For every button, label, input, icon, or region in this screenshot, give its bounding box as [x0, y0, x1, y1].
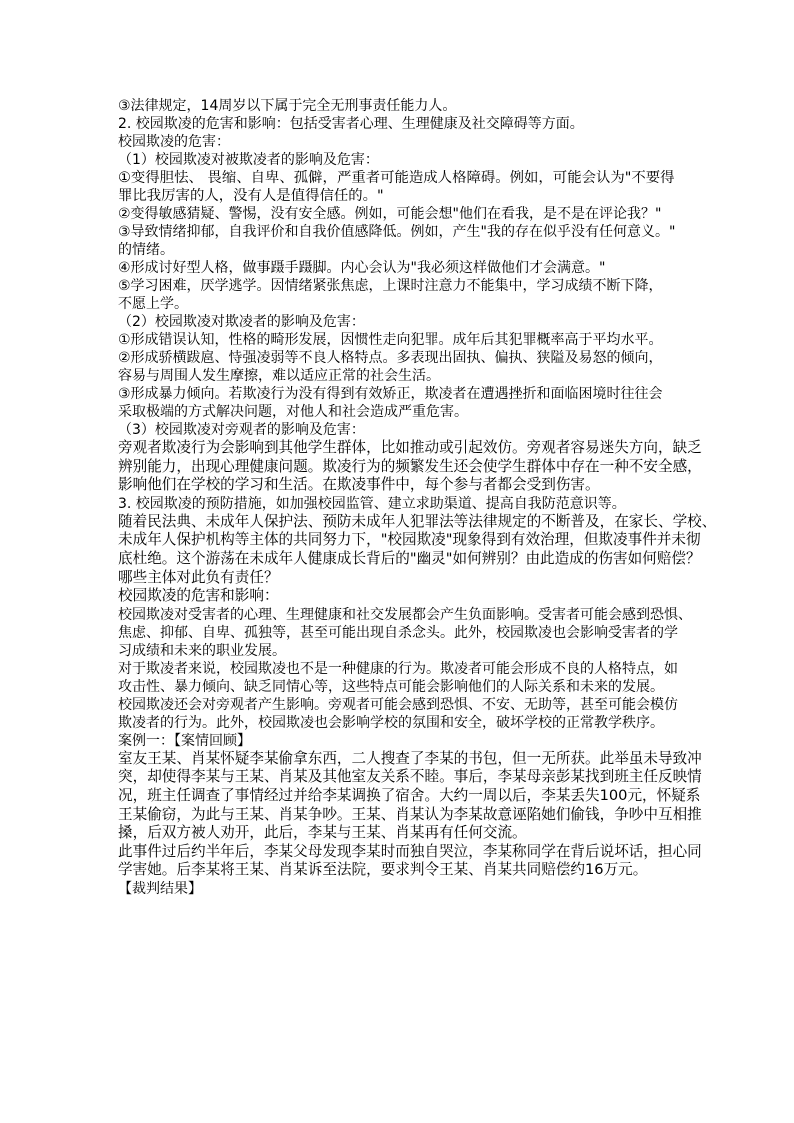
text-line: 学害她。后李某将王某、肖某诉至法院，要求判令王某、肖某共同赔偿约16万元。 [118, 861, 648, 879]
section-heading: 3. 校园欺凌的预防措施，如加强校园监管、建立求助渠道、提高自我防范意识等。 [118, 495, 626, 512]
text-line: ③法律规定，14周岁以下属于完全无刑事责任能力人。 [118, 98, 457, 114]
text-line: 的情绪。 [118, 242, 174, 258]
case-heading: 案例一：【案情回顾】 [118, 732, 251, 749]
text-line: 攻击性、暴力倾向、缺乏同情心等，这些特点可能会影响他们的人际关系和未来的发展。 [118, 678, 664, 695]
text-line: 校园欺凌的危害和影响： [118, 587, 279, 605]
text-line: 容易与周围人发生摩擦，难以适应正常的社会生活。 [118, 368, 440, 384]
subsection-heading: （2）校园欺凌对欺凌者的影响及危害： [118, 314, 365, 330]
text-line: ①形成错误认知，性格的畸形发展，因惯性走向犯罪。成年后其犯罪概率高于平均水平。 [118, 332, 663, 348]
text-line: 校园欺凌还会对旁观者产生影响。旁观者可能会感到恐惧、不安、无助等，甚至可能会模仿 [118, 696, 678, 713]
text-line: 室友王某、肖某怀疑李某偷拿东西，二人搜查了李某的书包，但一无所获。此举虽未导致冲 [118, 749, 702, 767]
subsection-heading: （1）校园欺凌对被欺凌者的影响及危害： [118, 152, 379, 168]
text-line: 焦虑、抑郁、自卑、孤独等，甚至可能出现自杀念头。此外，校园欺凌也会影响受害者的学 [118, 624, 678, 641]
text-line: 底杜绝。这个游荡在未成年人健康成长背后的"幽灵"如何辨别？由此造成的伤害如何赔偿？ [118, 549, 701, 567]
text-line: ②变得敏感猜疑、警惕，没有安全感。例如，可能会想"他们在看我，是不是在评论我？" [118, 206, 662, 222]
text-line: ①变得胆怯、 畏缩、自卑、孤僻，严重者可能造成人格障碍。例如，可能会认为"不要得 [118, 170, 675, 186]
text-line: 况，班主任调查了事情经过并给李某调换了宿舍。大约一周以后，李某丢失100元，怀疑系 [118, 786, 701, 804]
text-line: 欺凌者的行为。此外，校园欺凌也会影响学校的氛围和安全，破坏学校的正常教学秩序。 [118, 714, 664, 731]
text-line: 未成年人保护机构等主体的共同努力下，"校园欺凌"现象得到有效治理，但欺凌事件并未彻 [118, 531, 701, 549]
text-line: 校园欺凌的危害： [118, 134, 230, 150]
text-line: ④形成讨好型人格，做事蹑手蹑脚。内心会认为"我必须这样做他们才会满意。" [118, 260, 606, 276]
text-line: 此事件过后约半年后，李某父母发现李某时而独自哭泣，李某称同学在背后说坏话，担心同 [118, 842, 702, 860]
text-line: 随着民法典、未成年人保护法、预防未成年人犯罪法等法律规定的不断普及，在家长、学校、 [118, 512, 717, 530]
text-line: 王某偷窃，为此与王某、肖某争吵。王某、肖某认为李某故意诬陷她们偷钱，争吵中互相推 [118, 805, 702, 823]
subsection-heading: （3）校园欺凌对旁观者的影响及危害： [118, 422, 365, 438]
text-line: 校园欺凌对受害者的心理、生理健康和社交发展都会产生负面影响。受害者可能会感到恐惧、 [118, 606, 692, 623]
text-line: ②形成骄横跋扈、恃强凌弱等不良人格特点。多表现出固执、偏执、狭隘及易怒的倾向， [118, 350, 663, 366]
text-line: 不愿上学。 [118, 296, 188, 312]
text-line: 突，却使得李某与王某、肖某及其他室友关系不睦。事后，李某母亲彭某找到班主任反映情 [118, 768, 702, 786]
text-line: 影响他们在学校的学习和生活。在欺凌事件中，每个参与者都会受到伤害。 [118, 476, 600, 494]
text-line: 习成绩和未来的职业发展。 [118, 642, 286, 659]
text-line: ③导致情绪抑郁，自我评价和自我价值感降低。例如，产生"我的存在似乎没有任何意义。" [118, 224, 676, 240]
text-line: 采取极端的方式解决问题，对他人和社会造成严重危害。 [118, 404, 468, 420]
text-line: 罪比我厉害的人，没有人是值得信任的。" [118, 188, 384, 204]
text-line: 哪些主体对此负有责任？ [118, 568, 279, 586]
text-line: ⑤学习困难，厌学逃学。因情绪紧张焦虑，上课时注意力不能集中，学习成绩不断下降， [118, 278, 663, 294]
text-line: 搡，后双方被人劝开，此后，李某与王某、肖某再有任何交流。 [118, 824, 527, 842]
case-heading: 【裁判结果】 [118, 880, 202, 897]
text-line: ③形成暴力倾向。若欺凌行为没有得到有效矫正，欺凌者在遭遇挫折和面临困境时往往会 [118, 386, 663, 402]
text-line: 对于欺凌者来说，校园欺凌也不是一种健康的行为。欺凌者可能会形成不良的人格特点，如 [118, 660, 678, 677]
document-body [118, 97, 717, 898]
text-line: 旁观者欺凌行为会影响到其他学生群体，比如推动或引起效仿。旁观者容易迷失方向，缺乏 [118, 439, 702, 456]
section-heading: 2. 校园欺凌的危害和影响：包括受害者心理、生理健康及社交障碍等方面。 [118, 116, 584, 132]
text-line: 辨别能力，出现心理健康问题。欺凌行为的频繁发生还会使学生群体中存在一种不安全感， [118, 457, 702, 475]
